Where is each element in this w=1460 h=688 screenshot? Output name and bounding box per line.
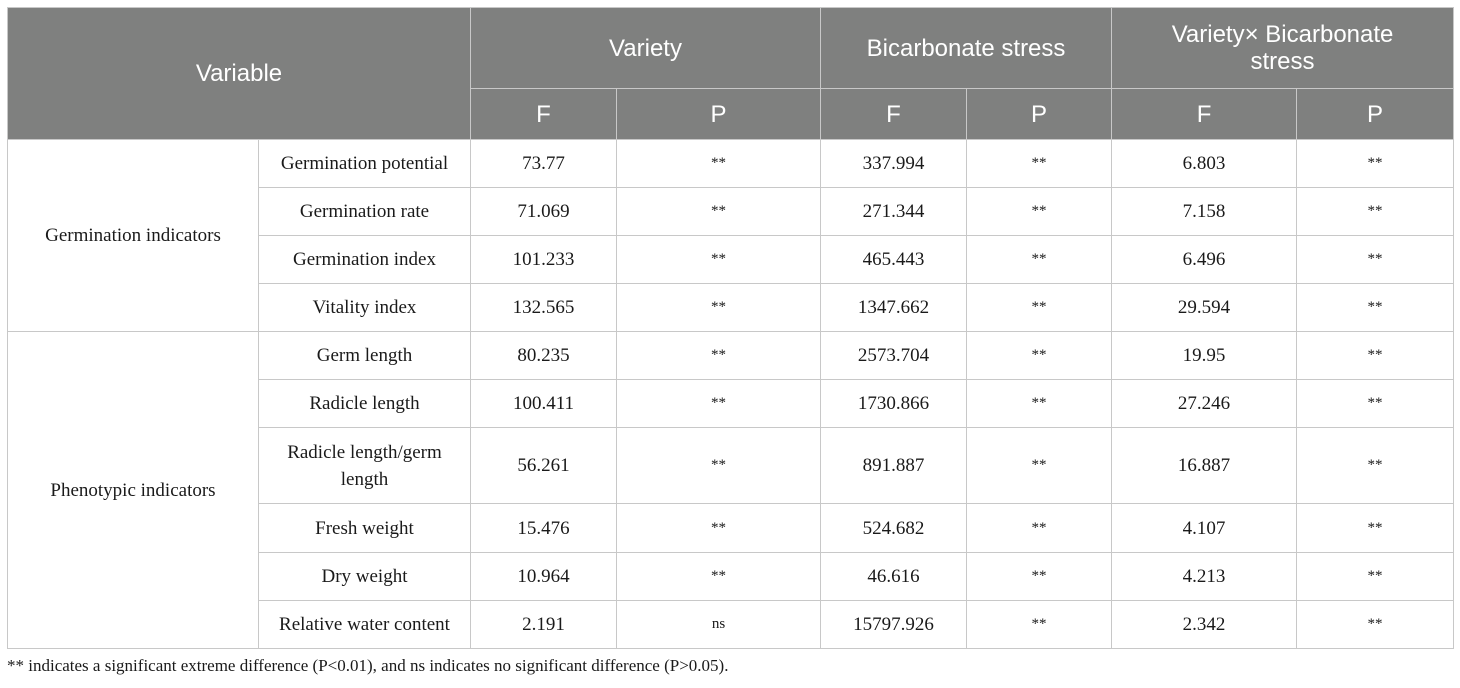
header-bicarbonate-f: F — [821, 89, 967, 140]
bicarbonate-p-cell: ** — [967, 504, 1112, 553]
indicator-cell — [259, 428, 471, 504]
variety-f-cell: 132.565 — [471, 284, 617, 332]
interaction-f-cell: 4.107 — [1112, 504, 1297, 553]
indicator-label: Radicle length/germ length — [287, 441, 442, 490]
variety-f-cell: 2.191 — [471, 601, 617, 649]
indicator-cell: Germination index — [259, 236, 471, 284]
bicarbonate-p-cell: ** — [967, 553, 1112, 601]
indicator-cell: Relative water content — [259, 601, 471, 649]
variety-p-cell: ** — [617, 332, 821, 380]
bicarbonate-p-cell: ** — [967, 188, 1112, 236]
bicarbonate-f-cell: 1730.866 — [821, 380, 967, 428]
indicator-cell: Fresh weight — [259, 504, 471, 553]
header-interaction-label: Variety× Bicarbonate stress — [1171, 21, 1394, 75]
variety-f-cell: 15.476 — [471, 504, 617, 553]
variety-f-cell: 100.411 — [471, 380, 617, 428]
interaction-p-cell: ** — [1297, 380, 1454, 428]
indicator-cell: Germination potential — [259, 140, 471, 188]
bicarbonate-f-cell: 891.887 — [821, 428, 967, 504]
interaction-f-cell: 6.496 — [1112, 236, 1297, 284]
anova-table — [7, 7, 1454, 649]
interaction-p-cell: ** — [1297, 428, 1454, 504]
variety-f-cell: 56.261 — [471, 428, 617, 504]
header-variable: Variable — [8, 8, 471, 140]
variety-f-cell: 80.235 — [471, 332, 617, 380]
bicarbonate-f-cell: 46.616 — [821, 553, 967, 601]
variety-p-cell: ns — [617, 601, 821, 649]
header-variety: Variety — [471, 8, 821, 89]
table-row — [8, 332, 1454, 380]
bicarbonate-f-cell: 1347.662 — [821, 284, 967, 332]
interaction-f-cell: 16.887 — [1112, 428, 1297, 504]
variety-p-cell: ** — [617, 236, 821, 284]
bicarbonate-p-cell: ** — [967, 236, 1112, 284]
header-interaction-p: P — [1297, 89, 1454, 140]
interaction-p-cell: ** — [1297, 236, 1454, 284]
variety-p-cell: ** — [617, 188, 821, 236]
bicarbonate-f-cell: 337.994 — [821, 140, 967, 188]
bicarbonate-f-cell: 2573.704 — [821, 332, 967, 380]
interaction-p-cell: ** — [1297, 284, 1454, 332]
interaction-p-cell: ** — [1297, 332, 1454, 380]
variety-f-cell: 10.964 — [471, 553, 617, 601]
bicarbonate-p-cell: ** — [967, 332, 1112, 380]
interaction-f-cell: 19.95 — [1112, 332, 1297, 380]
header-bicarbonate-stress: Bicarbonate stress — [821, 8, 1112, 89]
indicator-cell: Germination rate — [259, 188, 471, 236]
table-row — [8, 140, 1454, 188]
header-variety-p: P — [617, 89, 821, 140]
interaction-f-cell: 29.594 — [1112, 284, 1297, 332]
interaction-p-cell: ** — [1297, 601, 1454, 649]
bicarbonate-p-cell: ** — [967, 380, 1112, 428]
header-interaction-f: F — [1112, 89, 1297, 140]
bicarbonate-p-cell: ** — [967, 140, 1112, 188]
header-variety-f: F — [471, 89, 617, 140]
interaction-f-cell: 7.158 — [1112, 188, 1297, 236]
interaction-f-cell: 2.342 — [1112, 601, 1297, 649]
variety-p-cell: ** — [617, 428, 821, 504]
interaction-f-cell: 27.246 — [1112, 380, 1297, 428]
header-bicarbonate-p: P — [967, 89, 1112, 140]
interaction-p-cell: ** — [1297, 553, 1454, 601]
interaction-f-cell: 4.213 — [1112, 553, 1297, 601]
interaction-p-cell: ** — [1297, 504, 1454, 553]
bicarbonate-p-cell: ** — [967, 428, 1112, 504]
variety-p-cell: ** — [617, 504, 821, 553]
bicarbonate-p-cell: ** — [967, 601, 1112, 649]
bicarbonate-f-cell: 465.443 — [821, 236, 967, 284]
group-label: Phenotypic indicators — [8, 332, 259, 649]
variety-f-cell: 73.77 — [471, 140, 617, 188]
interaction-p-cell: ** — [1297, 188, 1454, 236]
header-interaction — [1112, 8, 1454, 89]
variety-p-cell: ** — [617, 140, 821, 188]
bicarbonate-f-cell: 271.344 — [821, 188, 967, 236]
bicarbonate-f-cell: 524.682 — [821, 504, 967, 553]
indicator-cell: Radicle length — [259, 380, 471, 428]
indicator-cell: Vitality index — [259, 284, 471, 332]
variety-f-cell: 71.069 — [471, 188, 617, 236]
table-footnote: ** indicates a significant extreme difference (P<0.01), and ns indicates no significant difference (P>0.05). — [7, 656, 729, 675]
variety-p-cell: ** — [617, 553, 821, 601]
variety-p-cell: ** — [617, 284, 821, 332]
group-label: Germination indicators — [8, 140, 259, 332]
indicator-cell: Germ length — [259, 332, 471, 380]
indicator-cell: Dry weight — [259, 553, 471, 601]
interaction-f-cell: 6.803 — [1112, 140, 1297, 188]
variety-f-cell: 101.233 — [471, 236, 617, 284]
variety-p-cell: ** — [617, 380, 821, 428]
bicarbonate-p-cell: ** — [967, 284, 1112, 332]
bicarbonate-f-cell: 15797.926 — [821, 601, 967, 649]
interaction-p-cell: ** — [1297, 140, 1454, 188]
